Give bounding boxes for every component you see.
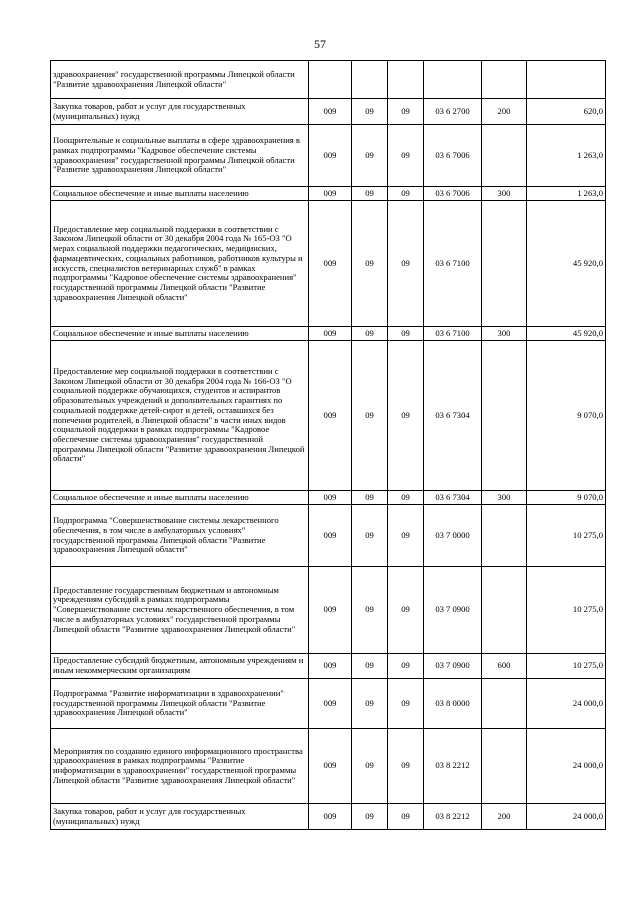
row-amount: 1 263,0	[527, 187, 606, 201]
row-name: здравоохранения" государственной программы Липецкой области "Развитие здравоохранения Липецкой области"	[51, 61, 309, 99]
row-subsection: 09	[388, 729, 424, 804]
row-ministry: 009	[309, 679, 352, 729]
row-amount: 45 920,0	[527, 327, 606, 341]
row-target-article: 03 6 7304	[424, 491, 482, 505]
row-name: Закупка товаров, работ и услуг для государственных (муниципальных) нужд	[51, 804, 309, 830]
row-ministry: 009	[309, 804, 352, 830]
row-expense-type	[482, 567, 527, 654]
row-target-article: 03 8 0000	[424, 679, 482, 729]
row-amount: 45 920,0	[527, 201, 606, 327]
row-ministry: 009	[309, 491, 352, 505]
row-ministry: 009	[309, 654, 352, 679]
row-section: 09	[352, 327, 388, 341]
row-expense-type: 600	[482, 654, 527, 679]
table-row	[51, 729, 606, 804]
table-row	[51, 61, 606, 99]
table-row	[51, 201, 606, 327]
row-target-article: 03 6 7006	[424, 125, 482, 187]
row-name: Предоставление мер социальной поддержки в соответствии с Законом Липецкой области от 30 декабря 2004 года № 165-ОЗ "О мерах социальной поддержки педагогических, медицинских, фармацевтических, социальных работников, работников культуры и искусств, специалистов ветеринарных служб" в рамках подпрограммы "Кадровое обеспечение системы здравоохранения" государственной программы Липецкой области "Развитие здравоохранения Липецкой области"	[51, 201, 309, 327]
row-amount: 24 000,0	[527, 679, 606, 729]
row-subsection: 09	[388, 327, 424, 341]
row-ministry: 009	[309, 187, 352, 201]
row-subsection: 09	[388, 341, 424, 491]
row-section: 09	[352, 804, 388, 830]
row-ministry	[309, 61, 352, 99]
row-target-article: 03 7 0900	[424, 567, 482, 654]
row-ministry: 009	[309, 99, 352, 125]
row-name: Предоставление мер социальной поддержки в соответствии с Законом Липецкой области от 30 декабря 2004 года № 166-ОЗ "О социальной поддержке обучающихся, студентов и аспирантов образовательных учреждений и дополнительных гарантиях по социальной поддержке детей-сирот и детей, оставшихся без попечения родителей, в Липецкой области" в части иных видов социальной поддержки в рамках подпрограммы "Кадровое обеспечение системы здравоохранения" государственной программы Липецкой области "Развитие здравоохранения Липецкой области"	[51, 341, 309, 491]
row-amount: 10 275,0	[527, 505, 606, 567]
row-target-article	[424, 61, 482, 99]
row-ministry: 009	[309, 729, 352, 804]
row-name: Социальное обеспечение и иные выплаты населению	[51, 187, 309, 201]
row-amount: 24 000,0	[527, 804, 606, 830]
row-amount: 9 070,0	[527, 341, 606, 491]
row-target-article: 03 6 2700	[424, 99, 482, 125]
row-expense-type	[482, 505, 527, 567]
row-ministry: 009	[309, 327, 352, 341]
row-name: Социальное обеспечение и иные выплаты населению	[51, 491, 309, 505]
row-name: Подпрограмма "Развитие информатизации в здравоохранении" государственной программы Липецкой области "Развитие здравоохранения Липецкой области"	[51, 679, 309, 729]
row-target-article: 03 8 2212	[424, 729, 482, 804]
row-ministry: 009	[309, 567, 352, 654]
row-section: 09	[352, 341, 388, 491]
row-expense-type: 300	[482, 491, 527, 505]
row-amount: 620,0	[527, 99, 606, 125]
row-section: 09	[352, 187, 388, 201]
row-expense-type: 300	[482, 187, 527, 201]
table-row	[51, 491, 606, 505]
row-ministry: 009	[309, 201, 352, 327]
row-name: Закупка товаров, работ и услуг для государственных (муниципальных) нужд	[51, 99, 309, 125]
row-target-article: 03 8 2212	[424, 804, 482, 830]
row-subsection: 09	[388, 679, 424, 729]
row-expense-type	[482, 679, 527, 729]
table-row	[51, 327, 606, 341]
row-section: 09	[352, 491, 388, 505]
row-expense-type: 200	[482, 804, 527, 830]
row-amount: 10 275,0	[527, 654, 606, 679]
row-subsection: 09	[388, 187, 424, 201]
budget-table	[50, 60, 606, 830]
row-ministry: 009	[309, 341, 352, 491]
table-row	[51, 99, 606, 125]
row-target-article: 03 7 0900	[424, 654, 482, 679]
row-subsection: 09	[388, 99, 424, 125]
row-subsection: 09	[388, 125, 424, 187]
row-expense-type	[482, 61, 527, 99]
row-section: 09	[352, 567, 388, 654]
row-subsection: 09	[388, 567, 424, 654]
row-amount: 10 275,0	[527, 567, 606, 654]
row-section: 09	[352, 99, 388, 125]
row-section	[352, 61, 388, 99]
row-ministry: 009	[309, 125, 352, 187]
row-subsection: 09	[388, 505, 424, 567]
row-target-article: 03 6 7304	[424, 341, 482, 491]
row-amount: 24 000,0	[527, 729, 606, 804]
row-target-article: 03 7 0000	[424, 505, 482, 567]
table-row	[51, 654, 606, 679]
row-section: 09	[352, 729, 388, 804]
table-row	[51, 341, 606, 491]
row-expense-type	[482, 729, 527, 804]
table-row	[51, 187, 606, 201]
row-section: 09	[352, 654, 388, 679]
row-subsection: 09	[388, 804, 424, 830]
row-name: Социальное обеспечение и иные выплаты населению	[51, 327, 309, 341]
row-name: Мероприятия по созданию единого информационного пространства здравоохранения в рамках подпрограммы "Развитие информатизации в здравоохранении" государственной программы Липецкой области "Развитие здравоохранения Липецкой области"	[51, 729, 309, 804]
row-section: 09	[352, 679, 388, 729]
row-subsection: 09	[388, 201, 424, 327]
row-name: Предоставление субсидий бюджетным, автономным учреждениям и иным некоммерческим организациям	[51, 654, 309, 679]
row-amount: 9 070,0	[527, 491, 606, 505]
row-target-article: 03 6 7100	[424, 201, 482, 327]
row-name: Предоставление государственным бюджетным и автономным учреждениям субсидий в рамках подпрограммы "Совершенствование системы лекарственного обеспечения, в том числе в амбулаторных условиях" государственной программы Липецкой области "Развитие здравоохранения Липецкой области"	[51, 567, 309, 654]
table-row	[51, 804, 606, 830]
row-expense-type	[482, 341, 527, 491]
table-row	[51, 567, 606, 654]
page-number: 57	[314, 37, 326, 51]
row-section: 09	[352, 505, 388, 567]
row-ministry: 009	[309, 505, 352, 567]
table-row	[51, 505, 606, 567]
row-name: Поощрительные и социальные выплаты в сфере здравоохранения в рамках подпрограммы "Кадровое обеспечение системы здравоохранения" государственной программы Липецкой области "Развитие здравоохранения Липецкой области"	[51, 125, 309, 187]
row-section: 09	[352, 201, 388, 327]
row-subsection	[388, 61, 424, 99]
row-expense-type	[482, 125, 527, 187]
row-amount	[527, 61, 606, 99]
row-target-article: 03 6 7006	[424, 187, 482, 201]
row-subsection: 09	[388, 491, 424, 505]
row-expense-type	[482, 201, 527, 327]
table-row	[51, 679, 606, 729]
row-amount: 1 263,0	[527, 125, 606, 187]
row-expense-type: 200	[482, 99, 527, 125]
table-row	[51, 125, 606, 187]
row-subsection: 09	[388, 654, 424, 679]
row-target-article: 03 6 7100	[424, 327, 482, 341]
row-expense-type: 300	[482, 327, 527, 341]
row-section: 09	[352, 125, 388, 187]
row-name: Подпрограмма "Совершенствование системы лекарственного обеспечения, в том числе в амбулаторных условиях" государственной программы Липецкой области "Развитие здравоохранения Липецкой области"	[51, 505, 309, 567]
